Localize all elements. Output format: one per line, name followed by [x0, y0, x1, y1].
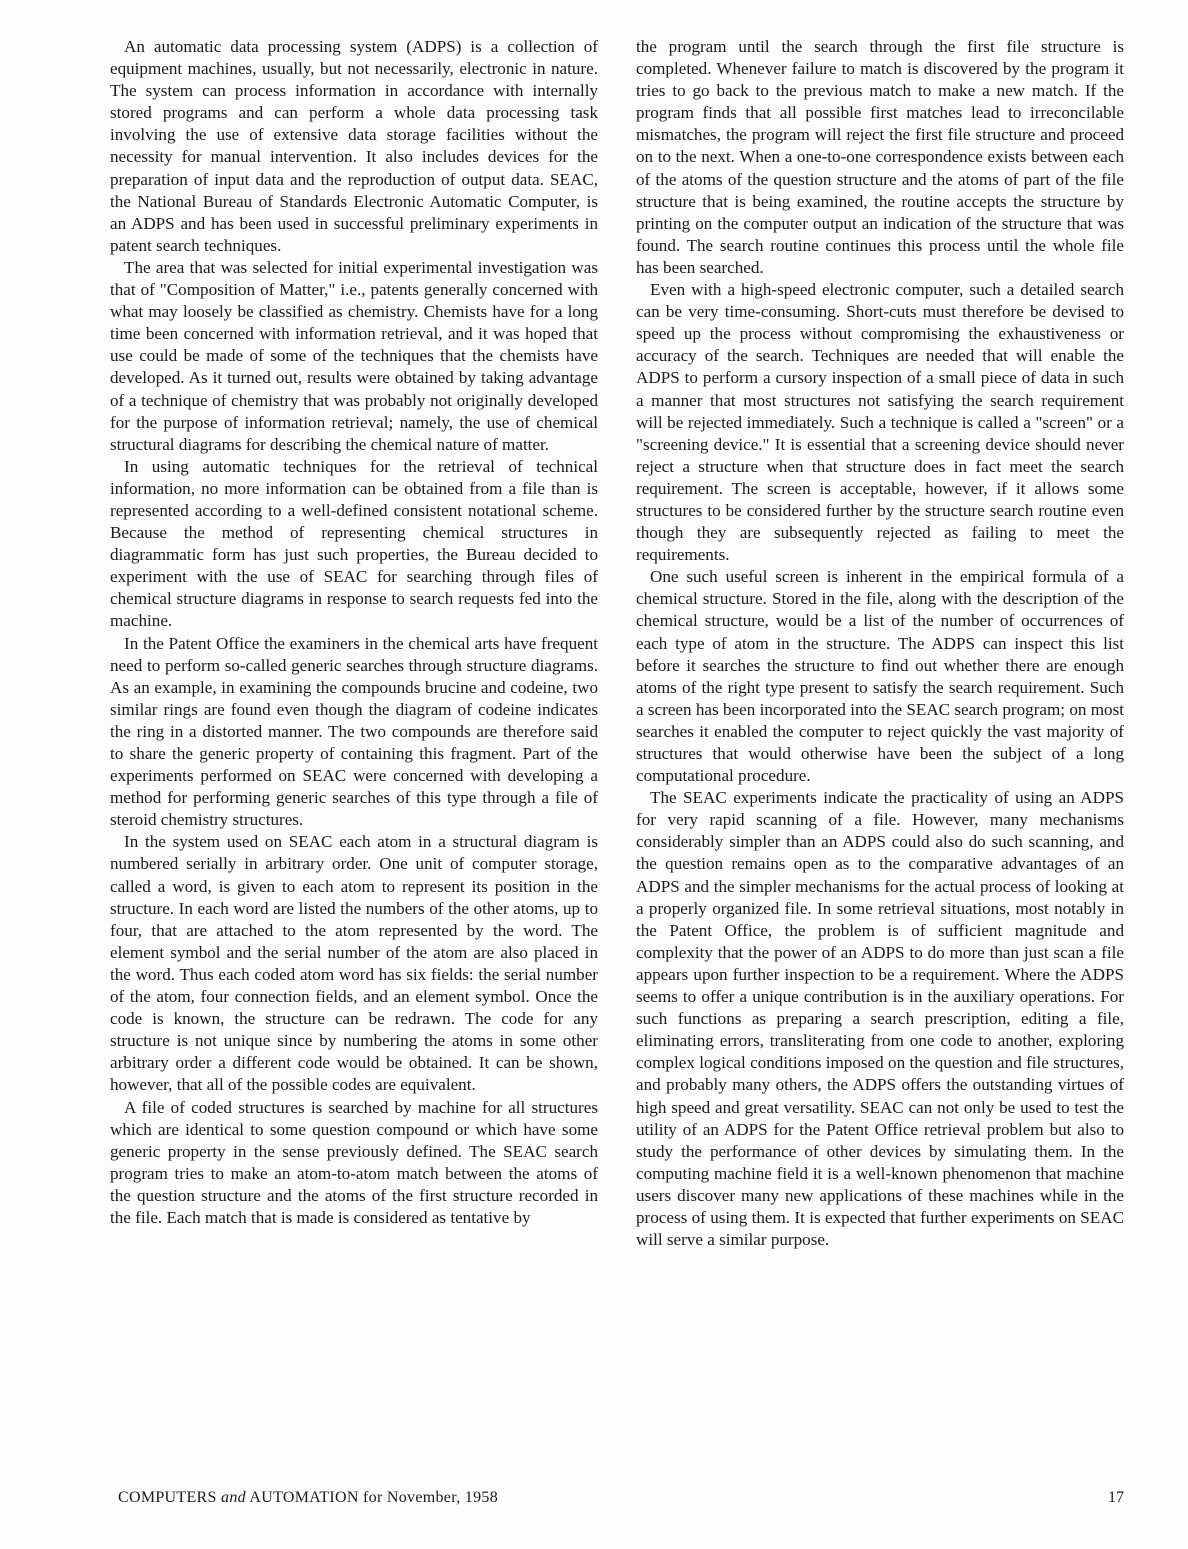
- magazine-and: and: [221, 1489, 246, 1506]
- paragraph-continued: the program until the search through the first file structure is completed. Whenever failure to match is discovered by the program it tries to go back to the previous match to make a new match. If the program finds that all possible first matches lead to irreconcilable mismatches, the program will reject the first file structure and proceed on to the next. When a one-to-one correspondence exists between each of the atoms of the question structure and the atoms of part of the file structure that is being examined, the routine accepts the structure by printing on the computer output an indication of the structure that was found. The search routine continues this process until the whole file has been searched.: [636, 37, 1124, 277]
- left-column: [110, 36, 598, 1229]
- magazine-credit: [118, 1489, 498, 1507]
- paragraph: One such useful screen is inherent in the empirical formula of a chemical structure. Stored in the file, along with the description of the chemical structure, would be a list of the number of occurrences of each type of atom in the structure. The ADPS can inspect this list before it searches the structure to find out whether there are enough atoms of the right type present to satisfy the search requirement. Such a screen has been incorporated into the SEAC search program; on most searches it enabled the computer to reject quickly the vast majority of structures that would otherwise have been the subject of a long computational procedure.: [636, 567, 1124, 786]
- right-column: [636, 36, 1124, 1251]
- paragraph: Even with a high-speed electronic computer, such a detailed search can be very time-consuming. Short-cuts must therefore be devised to speed up the process without compromising the exhaustiveness or accuracy of the search. Techniques are needed that will enable the ADPS to perform a cursory inspection of a small piece of data in such a manner that most structures not satisfying the search requirement will be rejected immediately. Such a technique is called a "screen" or a "screening device." It is essential that a screening device should never reject a structure when that structure does in fact meet the search requirement. The screen is acceptable, however, if it allows some structures to be considered further by the structure search routine even though they are subsequently rejected as failing to meet the requirements.: [636, 280, 1124, 565]
- paragraph: An automatic data processing system (ADPS) is a collection of equipment machines, usually, but not necessarily, electronic in nature. The system can process information in accordance with internally stored programs and can perform a whole data processing task involving the use of extensive data storage facilities without the necessity for manual intervention. It also includes devices for the preparation of input data and the reproduction of output data. SEAC, the National Bureau of Standards Electronic Automatic Computer, is an ADPS and has been used in successful preliminary experiments in patent search techniques.: [110, 37, 598, 255]
- paragraph: A file of coded structures is searched by machine for all structures which are identical to some question compound or which have some generic property in the sense previously defined. The SEAC search program tries to make an atom-to-atom match between the atoms of the question structure and the atoms of the first structure recorded in the file. Each match that is made is considered as tentative by: [110, 1097, 598, 1227]
- paragraph: In the Patent Office the examiners in the chemical arts have frequent need to perform so-called generic searches through structure diagrams. As an example, in examining the compounds brucine and codeine, two similar rings are found even though the diagram of codeine indicates the ring in a distorted manner. The two compounds are therefore said to share the generic property of containing this fragment. Part of the experiments performed on SEAC were concerned with developing a method for performing generic searches of this type through a file of steroid chemistry structures.: [110, 633, 598, 830]
- magazine-name: COMPUTERS: [118, 1489, 217, 1506]
- paragraph: The area that was selected for initial experimental investigation was that of "Composition of Matter," i.e., patents generally concerned with what may loosely be classified as chemistry. Chemists have for a long time been concerned with information retrieval, and it was hoped that use could be made of some of the techniques that the chemists have developed. As it turned out, results were obtained by taking advantage of a technique of chemistry that was probably not originally developed for the purpose of information retrieval; namely, the use of chemical structural diagrams for describing the chemical nature of matter.: [110, 257, 598, 454]
- paragraph: In using automatic techniques for the retrieval of technical information, no more information can be obtained from a file than is represented according to a well-defined consistent notational scheme. Because the method of representing chemical structures in diagrammatic form has just such properties, the Bureau decided to experiment with the use of SEAC for searching through files of chemical structure diagrams in response to search requests fed into the machine.: [110, 456, 598, 631]
- paragraph: In the system used on SEAC each atom in a structural diagram is numbered serially in arbitrary order. One unit of computer storage, called a word, is given to each atom to represent its position in the structure. In each word are listed the numbers of the other atoms, up to four, that are attached to the atom represented by the word. The element symbol and the serial number of the atom are also placed in the word. Thus each coded atom word has six fields: the serial number of the atom, four connection fields, and an element symbol. Once the code is known, the structure can be redrawn. The code for any structure is not unique since by numbering the atoms in some other arbitrary order a different code would be obtained. It can be shown, however, that all of the possible codes are equivalent.: [110, 832, 598, 1095]
- paragraph: The SEAC experiments indicate the practicality of using an ADPS for very rapid scanning of a file. However, many mechanisms considerably simpler than an ADPS could also do such scanning, and the question remains open as to the comparative advantages of an ADPS and the simpler mechanisms for the actual process of looking at a properly organized file. In some retrieval situations, most notably in the Patent Office, the problem is of sufficient magnitude and complexity that the power of an ADPS to do more than just scan a file appears upon further inspection to be a requirement. Where the ADPS seems to offer a unique contribution is in the auxiliary operations. For such functions as preparing a search prescription, editing a file, eliminating errors, transliterating from one code to another, exploring complex logical conditions imposed on the question and file structures, and probably many others, the ADPS offers the outstanding virtues of high speed and great versatility. SEAC can not only be used to test the utility of an ADPS for the Patent Office retrieval problem but also to study the performance of other devices by simulating them. In the computing machine field it is a well-known phenomenon that machine users discover many new applications of these machines while in the process of using them. It is expected that further experiments on SEAC will serve a similar purpose.: [636, 788, 1124, 1250]
- page-number: 17: [1108, 1489, 1124, 1506]
- magazine-issue: AUTOMATION for November, 1958: [249, 1489, 498, 1506]
